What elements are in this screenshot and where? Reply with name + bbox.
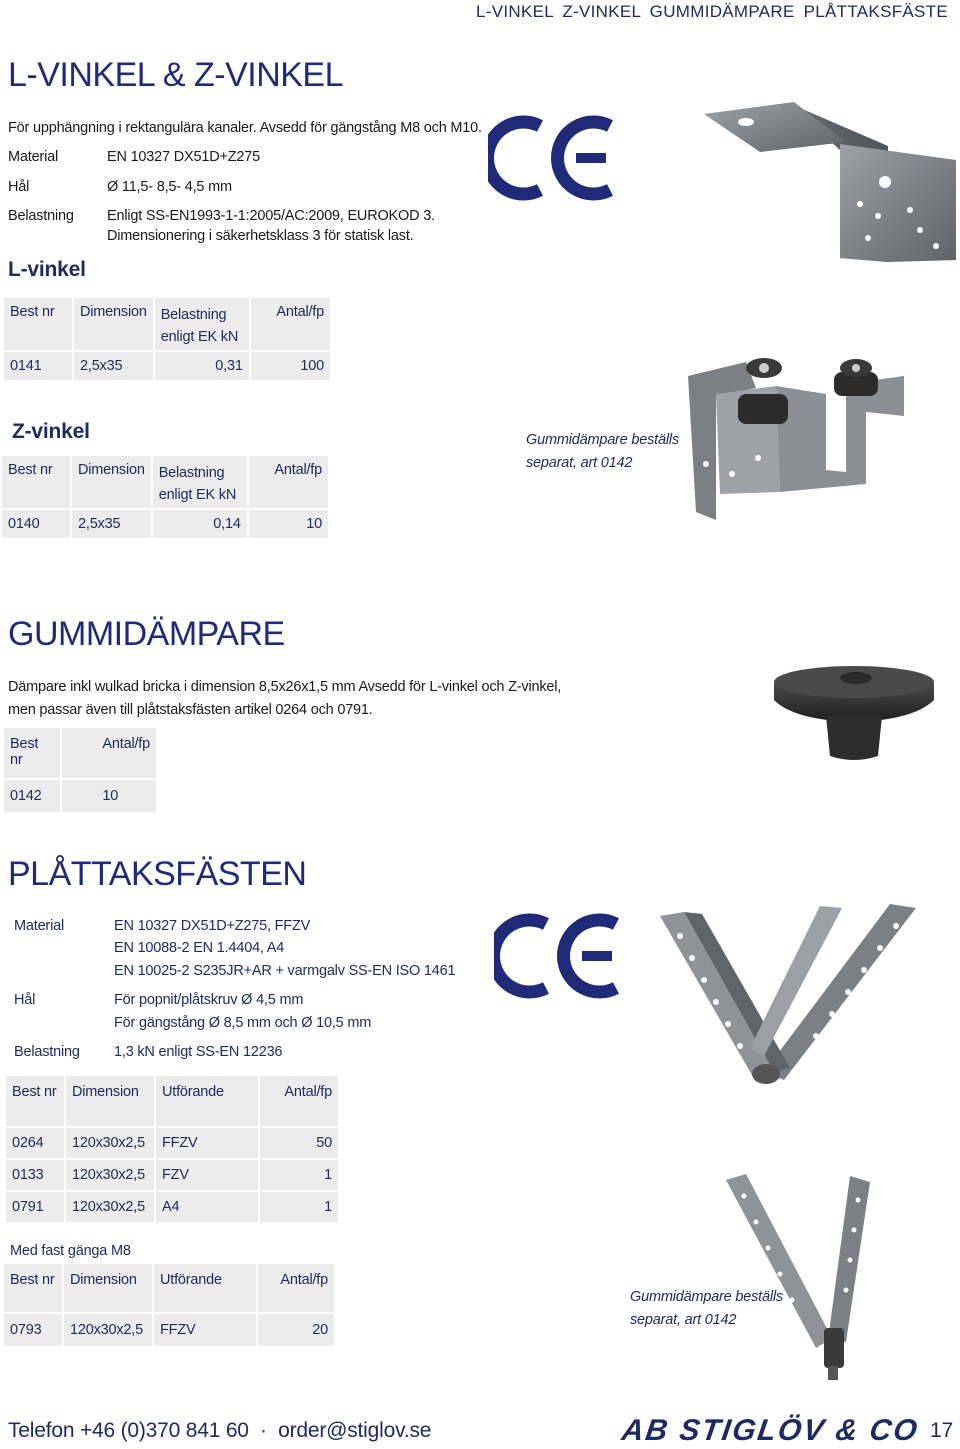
gummi-text-2: men passar även till plåtstaksfästen artikel 0264 och 0791. bbox=[8, 702, 373, 718]
material-line-1: EN 10327 DX51D+Z275, FFZV bbox=[114, 918, 311, 934]
table-cell: 0141 bbox=[3, 351, 73, 381]
table-cell: 120x30x2,5 bbox=[63, 1313, 153, 1347]
spec-label-material: Material bbox=[8, 149, 58, 165]
table-header: Antal/fp bbox=[259, 1075, 339, 1127]
gänga-title: Med fast gänga M8 bbox=[10, 1243, 131, 1259]
table-cell: 10 bbox=[61, 779, 157, 813]
table-header: Best nr bbox=[1, 455, 71, 509]
gummidampare-table bbox=[2, 726, 158, 814]
page-number: 17 bbox=[930, 1419, 953, 1442]
spec-label-belastning: Belastning bbox=[8, 208, 74, 224]
note-line-2: separat, art 0142 bbox=[630, 1312, 737, 1328]
table-cell: 1 bbox=[259, 1191, 339, 1223]
table-header: Utförande bbox=[153, 1263, 257, 1313]
table-header: Dimension bbox=[65, 1075, 155, 1127]
note-line-2: separat, art 0142 bbox=[526, 455, 633, 471]
table-header: Dimension bbox=[73, 297, 154, 351]
table-header: Best nr bbox=[3, 727, 61, 779]
label-hal: Hål bbox=[14, 992, 36, 1008]
table-cell: 100 bbox=[250, 351, 331, 381]
table-cell: 0133 bbox=[5, 1159, 65, 1191]
lvinkel-table bbox=[2, 296, 332, 382]
belastning-value: 1,3 kN enligt SS-EN 12236 bbox=[114, 1044, 283, 1060]
header-belastning: Belastning bbox=[158, 465, 225, 481]
spec-value-belastning: Enligt SS-EN1993-1-1:2005/AC:2009, EUROKOD 3. bbox=[107, 208, 435, 224]
table-cell: A4 bbox=[155, 1191, 259, 1223]
section-title-gummidampare: GUMMIDÄMPARE bbox=[8, 615, 285, 653]
section-title-plattaksfasten: PLÅTTAKSFÄSTEN bbox=[8, 855, 307, 893]
header-belastning: Belastning bbox=[160, 307, 227, 323]
table-header: Utförande bbox=[155, 1075, 259, 1127]
table-cell: 10 bbox=[248, 509, 329, 539]
table-cell: FZV bbox=[155, 1159, 259, 1191]
header-enligt: enligt EK kN bbox=[160, 329, 239, 345]
intro-text: För upphängning i rektangulära kanaler. Avsedd för gängstång M8 och M10. bbox=[8, 120, 482, 136]
table-header: Dimension bbox=[63, 1263, 153, 1313]
table-header: Best nr bbox=[5, 1075, 65, 1127]
table-header: Antal/fp bbox=[248, 455, 329, 509]
company-logo: AB STIGLÖV & CO bbox=[619, 1414, 922, 1447]
note-line-1: Gummidämpare beställs bbox=[630, 1289, 783, 1305]
footer-contact: Telefon +46 (0)370 841 60 · order@stiglov.se bbox=[8, 1419, 432, 1442]
table-header bbox=[152, 455, 248, 509]
plattaksfasten-table bbox=[4, 1074, 340, 1224]
zvinkel-table bbox=[0, 454, 330, 540]
threaded-roof-bracket-image bbox=[720, 1170, 890, 1400]
table-cell: 0,14 bbox=[152, 509, 248, 539]
table-cell: 50 bbox=[259, 1127, 339, 1159]
table-cell: FFZV bbox=[153, 1313, 257, 1347]
hal-line-1: För popnit/plåtskruv Ø 4,5 mm bbox=[114, 992, 304, 1008]
table-cell: 120x30x2,5 bbox=[65, 1127, 155, 1159]
table-cell: 0140 bbox=[1, 509, 71, 539]
table-cell: 0,31 bbox=[154, 351, 250, 381]
table-cell: 0793 bbox=[3, 1313, 63, 1347]
spec-value-belastning-extra: Dimensionering i säkerhetsklass 3 för statisk last. bbox=[107, 228, 414, 244]
table-cell: 0142 bbox=[3, 779, 61, 813]
table-header: Best nr bbox=[3, 297, 73, 351]
table-cell: 0791 bbox=[5, 1191, 65, 1223]
note-line-1: Gummidämpare beställs bbox=[526, 432, 679, 448]
subsection-title-zvinkel: Z-vinkel bbox=[12, 420, 90, 443]
running-header: L-VINKEL Z-VINKEL GUMMIDÄMPARE PLÅTTAKSFÄSTE bbox=[475, 2, 948, 21]
table-cell: 120x30x2,5 bbox=[65, 1191, 155, 1223]
spec-value-material: EN 10327 DX51D+Z275 bbox=[107, 149, 260, 165]
label-material: Material bbox=[14, 918, 64, 934]
table-header: Best nr bbox=[3, 1263, 63, 1313]
header-enligt: enligt EK kN bbox=[158, 487, 237, 503]
table-cell: FFZV bbox=[155, 1127, 259, 1159]
roof-bracket-image bbox=[640, 896, 930, 1096]
l-bracket-image bbox=[690, 100, 960, 270]
table-header: Antal/fp bbox=[61, 727, 157, 779]
gänga-table bbox=[2, 1262, 336, 1348]
ce-mark-icon bbox=[494, 910, 624, 1002]
material-line-3: EN 10025-2 S235JR+AR + varmgalv SS-EN ISO 1461 bbox=[114, 963, 456, 979]
table-cell: 0264 bbox=[5, 1127, 65, 1159]
label-belastning: Belastning bbox=[14, 1044, 80, 1060]
spec-label-hal: Hål bbox=[8, 179, 30, 195]
table-cell: 1 bbox=[259, 1159, 339, 1191]
table-cell: 20 bbox=[257, 1313, 335, 1347]
table-cell: 120x30x2,5 bbox=[65, 1159, 155, 1191]
ce-mark-icon bbox=[488, 112, 618, 204]
table-header bbox=[154, 297, 250, 351]
spec-value-hal: Ø 11,5- 8,5- 4,5 mm bbox=[107, 179, 232, 195]
table-header: Antal/fp bbox=[257, 1263, 335, 1313]
gummi-text-1: Dämpare inkl wulkad bricka i dimension 8,5x26x1,5 mm Avsedd för L-vinkel och Z-vinkel, bbox=[8, 679, 562, 695]
table-cell: 2,5x35 bbox=[73, 351, 154, 381]
z-bracket-image bbox=[676, 354, 940, 524]
subsection-title-lvinkel: L-vinkel bbox=[8, 258, 86, 281]
hal-line-2: För gängstång Ø 8,5 mm och Ø 10,5 mm bbox=[114, 1015, 372, 1031]
table-header: Antal/fp bbox=[250, 297, 331, 351]
table-cell: 2,5x35 bbox=[71, 509, 152, 539]
material-line-2: EN 10088-2 EN 1.4404, A4 bbox=[114, 940, 285, 956]
section-title-vinkel: L-VINKEL & Z-VINKEL bbox=[8, 56, 344, 94]
table-header: Dimension bbox=[71, 455, 152, 509]
rubber-damper-image bbox=[764, 660, 944, 770]
